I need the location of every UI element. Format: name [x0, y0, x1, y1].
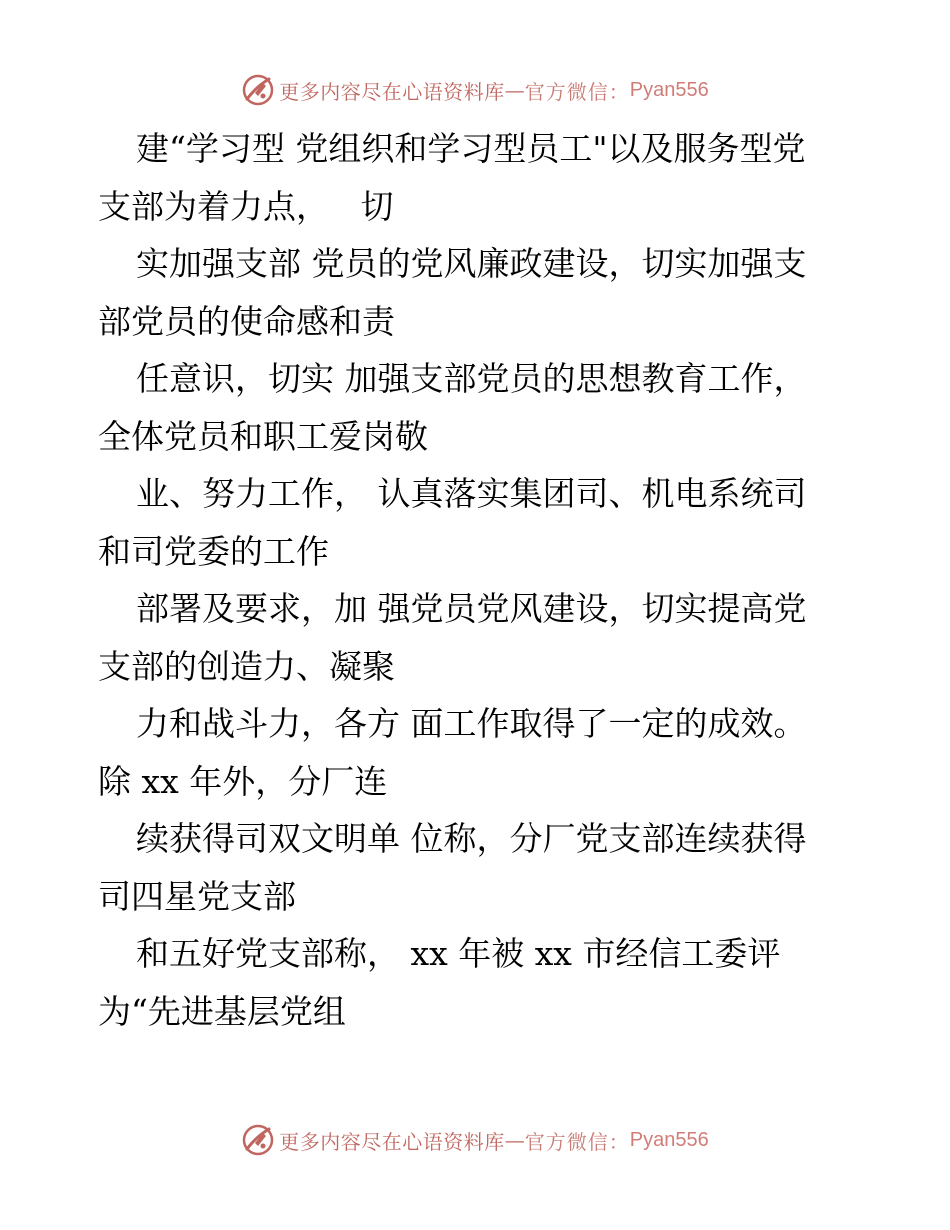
pen-nib-logo-icon [241, 1123, 275, 1157]
text-line: 和五好党支部称， xx 年被 xx 市经信工委评 [136, 934, 781, 973]
text-line: 业、努力工作， 认真落实集团司、机电系统司 [136, 474, 807, 513]
pen-nib-logo-icon [241, 73, 275, 107]
footer-wechat-id: Pyan556 [629, 1128, 709, 1151]
text-line: 部署及要求，加 强党员党风建设，切实提高党 [136, 589, 807, 628]
text-line: 建“学习型 党组织和学习型员工"以及服务型党 [136, 129, 806, 168]
footer-site-text: 更多内容尽在心语资料库 [279, 1129, 505, 1154]
text-line: 任意识，切实 加强支部党员的思想教育工作， [136, 359, 807, 398]
header-wechat-id: Pyan556 [629, 78, 709, 101]
text-line: 力和战斗力，各方 面工作取得了一定的成效。 [136, 704, 807, 743]
text-line: 和司党委的工作 [98, 531, 329, 571]
text-line: 为“先进基层党组 [98, 991, 346, 1031]
header-watermark [0, 70, 950, 110]
document-body [98, 120, 878, 1040]
text-line: 支部为着力点， 切 [98, 186, 394, 226]
header-official-text: 官方微信： [524, 79, 630, 104]
text-line: 除 xx 年外，分厂连 [98, 761, 388, 801]
header-separator: — [504, 78, 525, 102]
text-line: 续获得司双文明单 位称，分厂党支部连续获得 [136, 819, 807, 858]
text-line: 支部的创造力、凝聚 [98, 646, 395, 686]
footer-watermark [0, 1120, 950, 1160]
text-line: 司四星党支部 [98, 876, 296, 916]
footer-official-text: 官方微信： [524, 1129, 630, 1154]
header-site-text: 更多内容尽在心语资料库 [279, 79, 505, 104]
text-line: 部党员的使命感和责 [98, 301, 395, 341]
text-line: 全体党员和职工爱岗敬 [98, 416, 428, 456]
text-line: 实加强支部 党员的党风廉政建设，切实加强支 [136, 244, 807, 283]
footer-separator: — [504, 1128, 525, 1152]
